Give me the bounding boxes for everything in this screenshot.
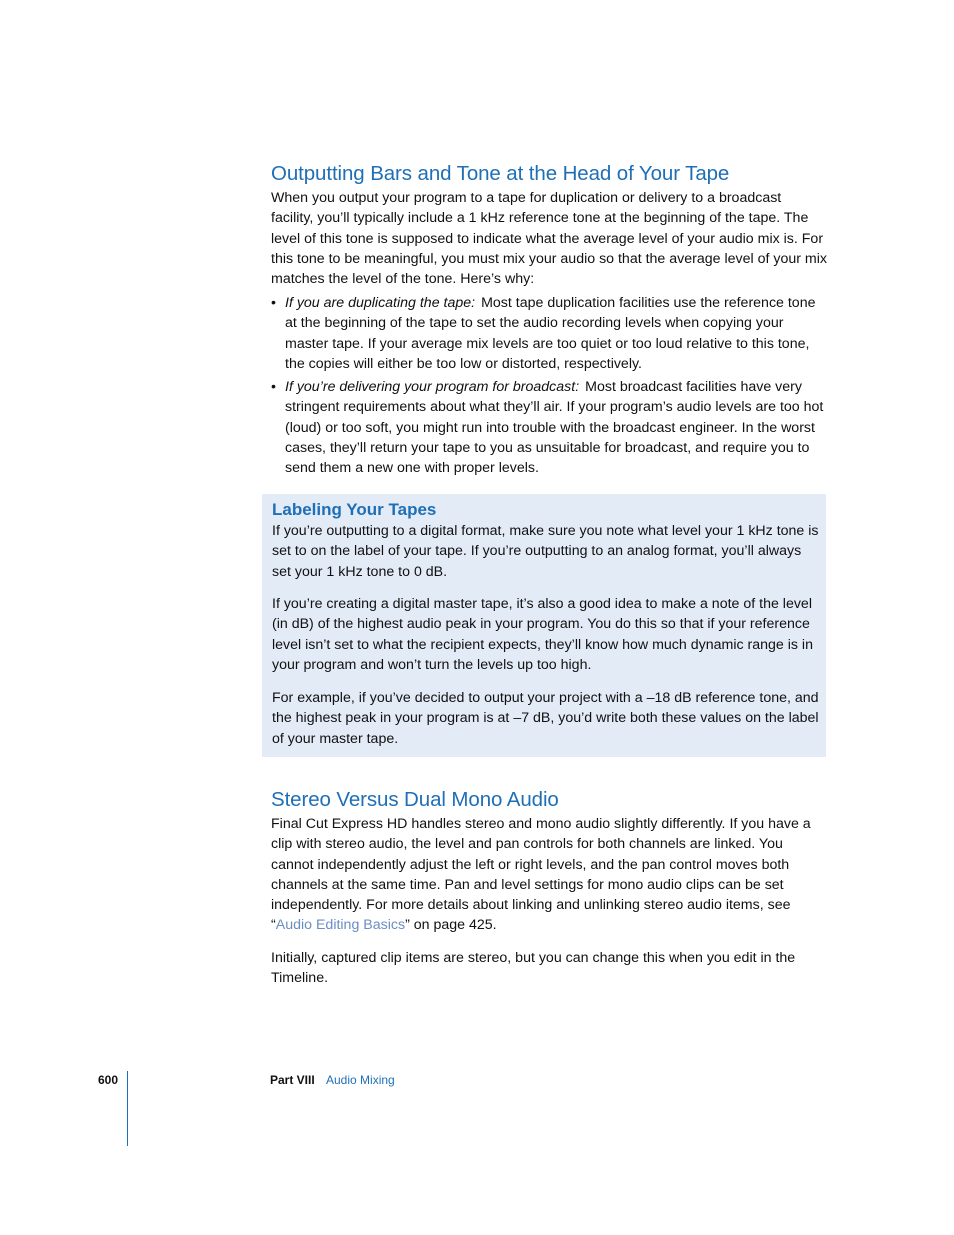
sidebar-paragraph-2: If you’re creating a digital master tape, it’s also a good idea to make a note of the level (in dB) of the highest audio peak in your program. You do this so that if your reference level isn’t set to what the recipient expects, they’ll know how much dynamic range is in your program and won’t turn the levels up too high. <box>272 596 813 673</box>
bullet-text <box>285 377 825 478</box>
sidebar-paragraph-1: If you’re outputting to a digital format, make sure you note what level your 1 kHz tone is set to on the label of your tape. If you’re outputting to an analog format, you’ll always set your 1 kHz tone to 0 dB. <box>272 523 819 580</box>
bullet-text <box>285 293 825 374</box>
section-heading-stereo-mono: Stereo Versus Dual Mono Audio <box>271 788 559 811</box>
footer-chapter-label: Audio Mixing <box>326 1073 395 1087</box>
bullet-icon: • <box>271 379 276 395</box>
sidebar-heading: Labeling Your Tapes <box>272 500 437 519</box>
stereo-text-after-link: ” on page 425. <box>405 917 497 934</box>
footer-divider <box>127 1071 128 1146</box>
intro-paragraph: When you output your program to a tape for duplication or delivery to a broadcast facility, you’ll typically include a 1 kHz reference tone at the beginning of the tape. The level of this tone is supposed to indicate what the average level of your audio mix is. For this tone to be meaningful, you must mix your audio so that the average level of your mix matches the level of the tone. Here’s why: <box>271 190 827 288</box>
bullet-icon: • <box>271 295 276 311</box>
section-heading-bars-and-tone: Outputting Bars and Tone at the Head of Your Tape <box>271 162 730 185</box>
audio-editing-basics-link[interactable]: Audio Editing Basics <box>275 917 406 934</box>
page-number: 600 <box>98 1073 119 1087</box>
sidebar-paragraph-3: For example, if you’ve decided to output your project with a –18 dB reference tone, and the highest peak in your program is at –7 dB, you’d write both these values on the label of your master tape. <box>272 690 819 747</box>
bullet-lead: If you are duplicating the tape: <box>285 295 476 311</box>
stereo-text-before-link: Final Cut Express HD handles stereo and mono audio slightly differently. If you have a clip with stereo audio, the level and pan controls for both channels are linked. You cannot independently adjust the left or right levels, and the pan control moves both channels at the same time. Pan and level settings for mono audio clips can be set independently. For more details about linking and unlinking stereo audio items, see “ <box>271 816 811 934</box>
bullet-body: Most broadcast facilities have very stringent requirements about what they’ll air. If your program’s audio levels are too hot (loud) or too soft, you might run into trouble with the broadcast engineer. In the worst cases, they’ll return your tape to you as unsuitable for broadcast, and require you to send them a new one with proper levels. <box>285 379 824 477</box>
bullet-item-broadcast <box>271 377 827 478</box>
stereo-paragraph-2: Initially, captured clip items are stereo, but you can change this when you edit in the Timeline. <box>271 950 796 987</box>
bullet-body: Most tape duplication facilities use the reference tone at the beginning of the tape to set the audio recording levels when copying your master tape. If your average mix levels are too quiet or too loud relative to this tone, the copies will either be too low or distorted, respectively. <box>285 295 816 372</box>
bullet-item-duplicating <box>271 293 827 374</box>
stereo-paragraph-1 <box>271 814 827 936</box>
footer-part-label: Part VIII <box>270 1073 315 1087</box>
bullet-lead: If you’re delivering your program for broadcast: <box>285 379 580 395</box>
